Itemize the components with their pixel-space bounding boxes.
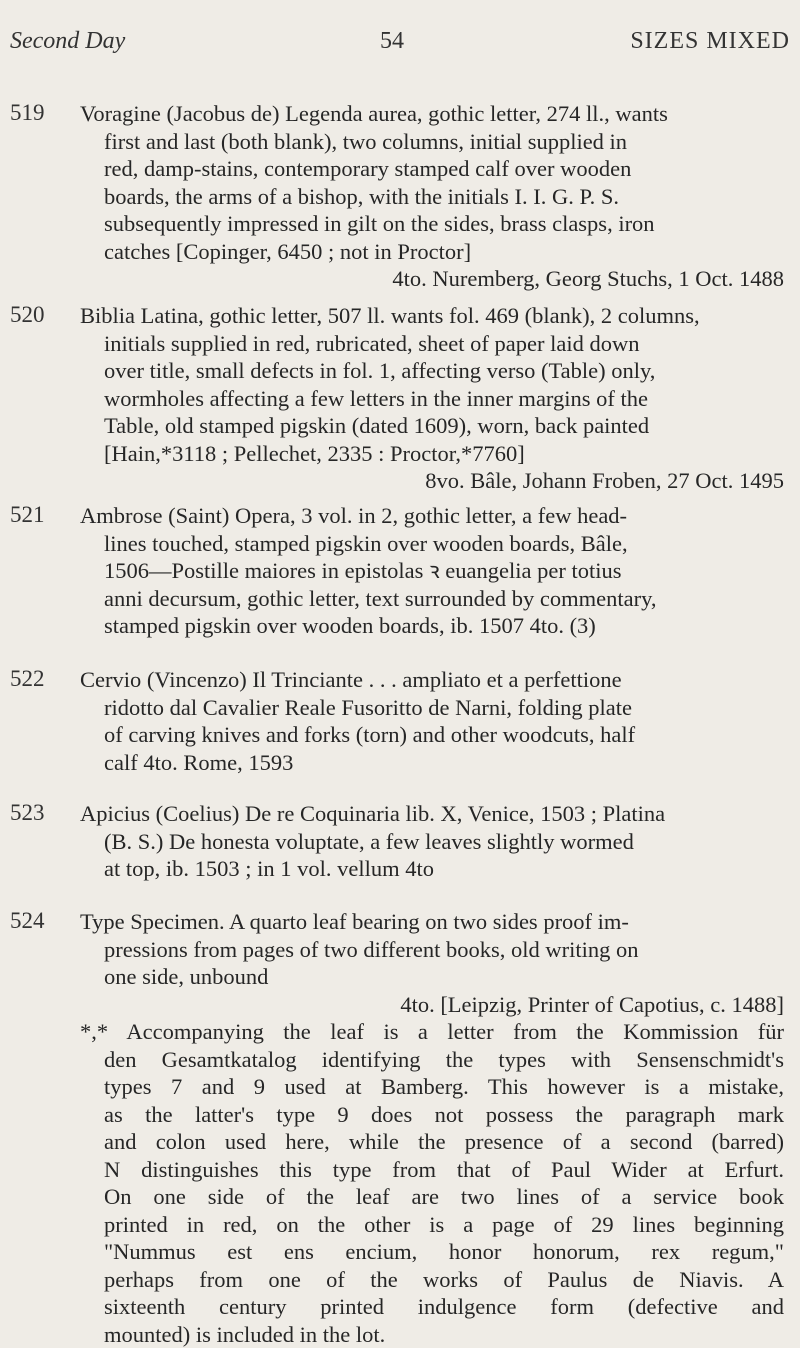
lot-description xyxy=(80,100,784,293)
lot-description xyxy=(80,666,784,776)
desc-line: stamped pigskin over wooden boards, ib. 1507 4to. (3) xyxy=(80,612,784,640)
desc-line: Cervio (Vincenzo) Il Trinciante . . . ampliato et a perfettione xyxy=(80,666,784,694)
lot-description xyxy=(80,302,784,495)
lot-description xyxy=(80,800,784,883)
lot-number: 523 xyxy=(10,800,45,826)
lot-number: 520 xyxy=(10,302,45,328)
note-line: den Gesamtkatalog identifying the types with Sensenschmidt's xyxy=(80,1046,784,1074)
desc-line: (B. S.) De honesta voluptate, a few leaves slightly wormed xyxy=(80,828,784,856)
desc-line: catches [Copinger, 6450 ; not in Proctor] xyxy=(80,238,784,266)
lot-imprint: 4to. [Leipzig, Printer of Capotius, c. 1488] xyxy=(80,991,784,1019)
header-section: SIZES MIXED xyxy=(630,28,790,55)
desc-line: Ambrose (Saint) Opera, 3 vol. in 2, gothic letter, a few head- xyxy=(80,502,784,530)
note-line: perhaps from one of the works of Paulus de Niavis. A xyxy=(80,1266,784,1294)
desc-line: [Hain,*3118 ; Pellechet, 2335 : Proctor,*7760] xyxy=(80,440,784,468)
desc-line: Type Specimen. A quarto leaf bearing on two sides proof im- xyxy=(80,908,784,936)
desc-line: Biblia Latina, gothic letter, 507 ll. wants fol. 469 (blank), 2 columns, xyxy=(80,302,784,330)
lot-description xyxy=(80,502,784,640)
header-day: Second Day xyxy=(10,28,125,55)
desc-line: Table, old stamped pigskin (dated 1609), worn, back painted xyxy=(80,412,784,440)
note-line: as the latter's type 9 does not possess the paragraph mark xyxy=(80,1101,784,1129)
note-line: On one side of the leaf are two lines of a service book xyxy=(80,1183,784,1211)
note-line: printed in red, on the other is a page of 29 lines beginning xyxy=(80,1211,784,1239)
lot-description xyxy=(80,908,784,1348)
desc-line: subsequently impressed in gilt on the sides, brass clasps, iron xyxy=(80,210,784,238)
desc-line: first and last (both blank), two columns, initial supplied in xyxy=(80,128,784,156)
desc-line: 1506—Postille maiores in epistolas ꝛ euangelia per totius xyxy=(80,557,784,585)
desc-line: anni decursum, gothic letter, text surrounded by commentary, xyxy=(80,585,784,613)
lot-imprint: 4to. Nuremberg, Georg Stuchs, 1 Oct. 1488 xyxy=(80,265,784,293)
desc-line: at top, ib. 1503 ; in 1 vol. vellum 4to xyxy=(80,855,784,883)
desc-line: initials supplied in red, rubricated, sheet of paper laid down xyxy=(80,330,784,358)
desc-line: pressions from pages of two different books, old writing on xyxy=(80,936,784,964)
lot-number: 524 xyxy=(10,908,45,934)
desc-line: of carving knives and forks (torn) and other woodcuts, half xyxy=(80,721,784,749)
desc-line: lines touched, stamped pigskin over wooden boards, Bâle, xyxy=(80,530,784,558)
running-header xyxy=(0,28,800,68)
lot-note xyxy=(80,1018,784,1348)
page-number: 54 xyxy=(380,28,404,55)
desc-line: Apicius (Coelius) De re Coquinaria lib. X, Venice, 1503 ; Platina xyxy=(80,800,784,828)
note-line: N distinguishes this type from that of Paul Wider at Erfurt. xyxy=(80,1156,784,1184)
lot-imprint: 8vo. Bâle, Johann Froben, 27 Oct. 1495 xyxy=(80,467,784,495)
desc-line: over title, small defects in fol. 1, affecting verso (Table) only, xyxy=(80,357,784,385)
desc-line: boards, the arms of a bishop, with the initials I. I. G. P. S. xyxy=(80,183,784,211)
desc-line: ridotto dal Cavalier Reale Fusoritto de Narni, folding plate xyxy=(80,694,784,722)
note-line: and colon used here, while the presence of a second (barred) xyxy=(80,1128,784,1156)
lot-number: 522 xyxy=(10,666,45,692)
note-line: types 7 and 9 used at Bamberg. This however is a mistake, xyxy=(80,1073,784,1101)
note-line: *,* Accompanying the leaf is a letter from the Kommission für xyxy=(80,1018,784,1046)
desc-line: red, damp-stains, contemporary stamped calf over wooden xyxy=(80,155,784,183)
desc-line: Voragine (Jacobus de) Legenda aurea, gothic letter, 274 ll., wants xyxy=(80,100,784,128)
note-line: mounted) is included in the lot. xyxy=(80,1321,784,1348)
lot-number: 519 xyxy=(10,100,45,126)
desc-line: one side, unbound xyxy=(80,963,784,991)
note-line: "Nummus est ens encium, honor honorum, rex regum," xyxy=(80,1238,784,1266)
desc-line: wormholes affecting a few letters in the inner margins of the xyxy=(80,385,784,413)
note-line: sixteenth century printed indulgence form (defective and xyxy=(80,1293,784,1321)
lot-number: 521 xyxy=(10,502,45,528)
desc-line: calf 4to. Rome, 1593 xyxy=(80,749,784,777)
